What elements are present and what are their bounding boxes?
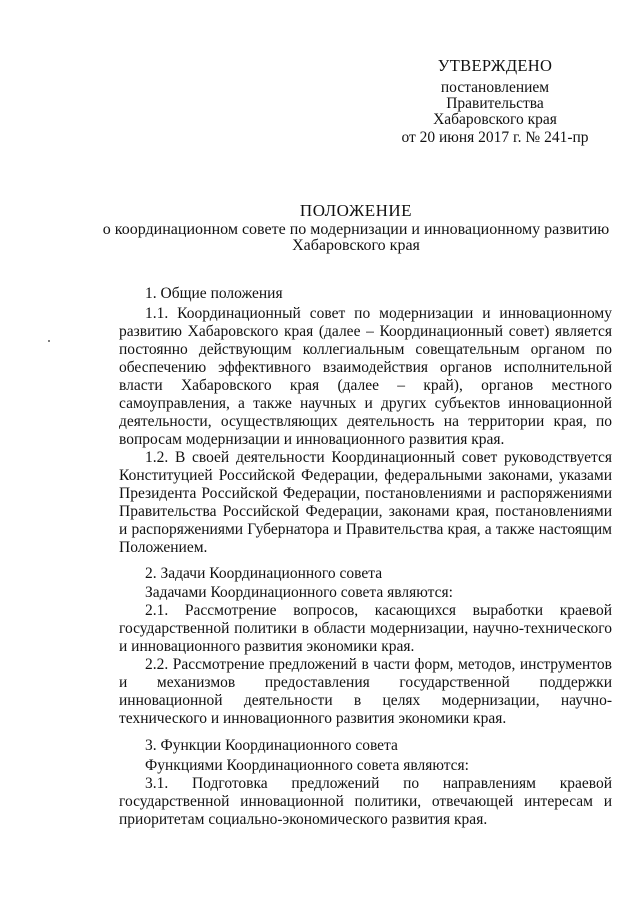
section-body: [119, 584, 612, 728]
section-body: [119, 757, 612, 829]
approval-header: УТВЕРЖДЕНО: [437, 56, 553, 75]
paragraph: 1.2. В своей деятельности Координационный совет руководствуется Конституцией Российской Федерации, федеральными законами, указами Президента Российской Федерации, постановлениями и распоряжениями Правительства Российской Федерации, законами края, постановлениями и распоряжениями Губернатора и Правительства края, а также настоящим Положением.: [119, 449, 612, 556]
section-intro: Задачами Координационного совета являются:: [145, 584, 453, 601]
document-title: [80, 203, 632, 254]
section-heading: 2. Задачи Координационного совета: [145, 565, 383, 582]
paragraph: 3.1. Подготовка предложений по направлениям краевой государственной инновационной политики, отвечающей интересам и приоритетам социально-экономического развития края.: [119, 775, 612, 828]
approval-line: постановлением: [440, 79, 550, 96]
paragraph: 2.2. Рассмотрение предложений в части форм, методов, инструментов и механизмов предоставления государственной поддержки инновационной деятельности в целях модернизации, научно-технического и инновационного развития экономики края.: [119, 656, 612, 727]
title-main: ПОЛОЖЕНИЕ: [299, 201, 413, 220]
approval-date: от 20 июня 2017 г. № 241-пр: [401, 129, 589, 146]
section-intro: Функциями Координационного совета являются:: [145, 757, 469, 774]
paragraph: 1.1. Координационный совет по модернизации и инновационному развитию Хабаровского края (далее – Координационный совет) является постоянно действующим коллегиальным совещательным органом по обеспечению эффективного взаимодействия органов исполнительной власти Хабаровского края (далее – край), органов местного самоуправления, а также научных и других субъектов инновационной деятельности, осуществляющих деятельность на территории края, по вопросам модернизации и инновационного развития края.: [119, 305, 612, 448]
title-subtitle: о координационном совете по модернизации и инновационному развитию: [102, 221, 610, 238]
approval-line: Правительства: [446, 95, 544, 112]
scan-speck: [48, 340, 50, 342]
approval-stamp: [380, 58, 610, 146]
section-heading: 3. Функции Координационного совета: [145, 737, 398, 754]
paragraph: 2.1. Рассмотрение вопросов, касающихся выработки краевой государственной политики в области модернизации, научно-технического и инновационного развития экономики края.: [119, 602, 612, 655]
approval-line: Хабаровского края: [433, 111, 557, 128]
section-body: [119, 305, 612, 557]
title-subtitle: Хабаровского края: [292, 237, 420, 254]
section-heading: 1. Общие положения: [145, 285, 283, 302]
